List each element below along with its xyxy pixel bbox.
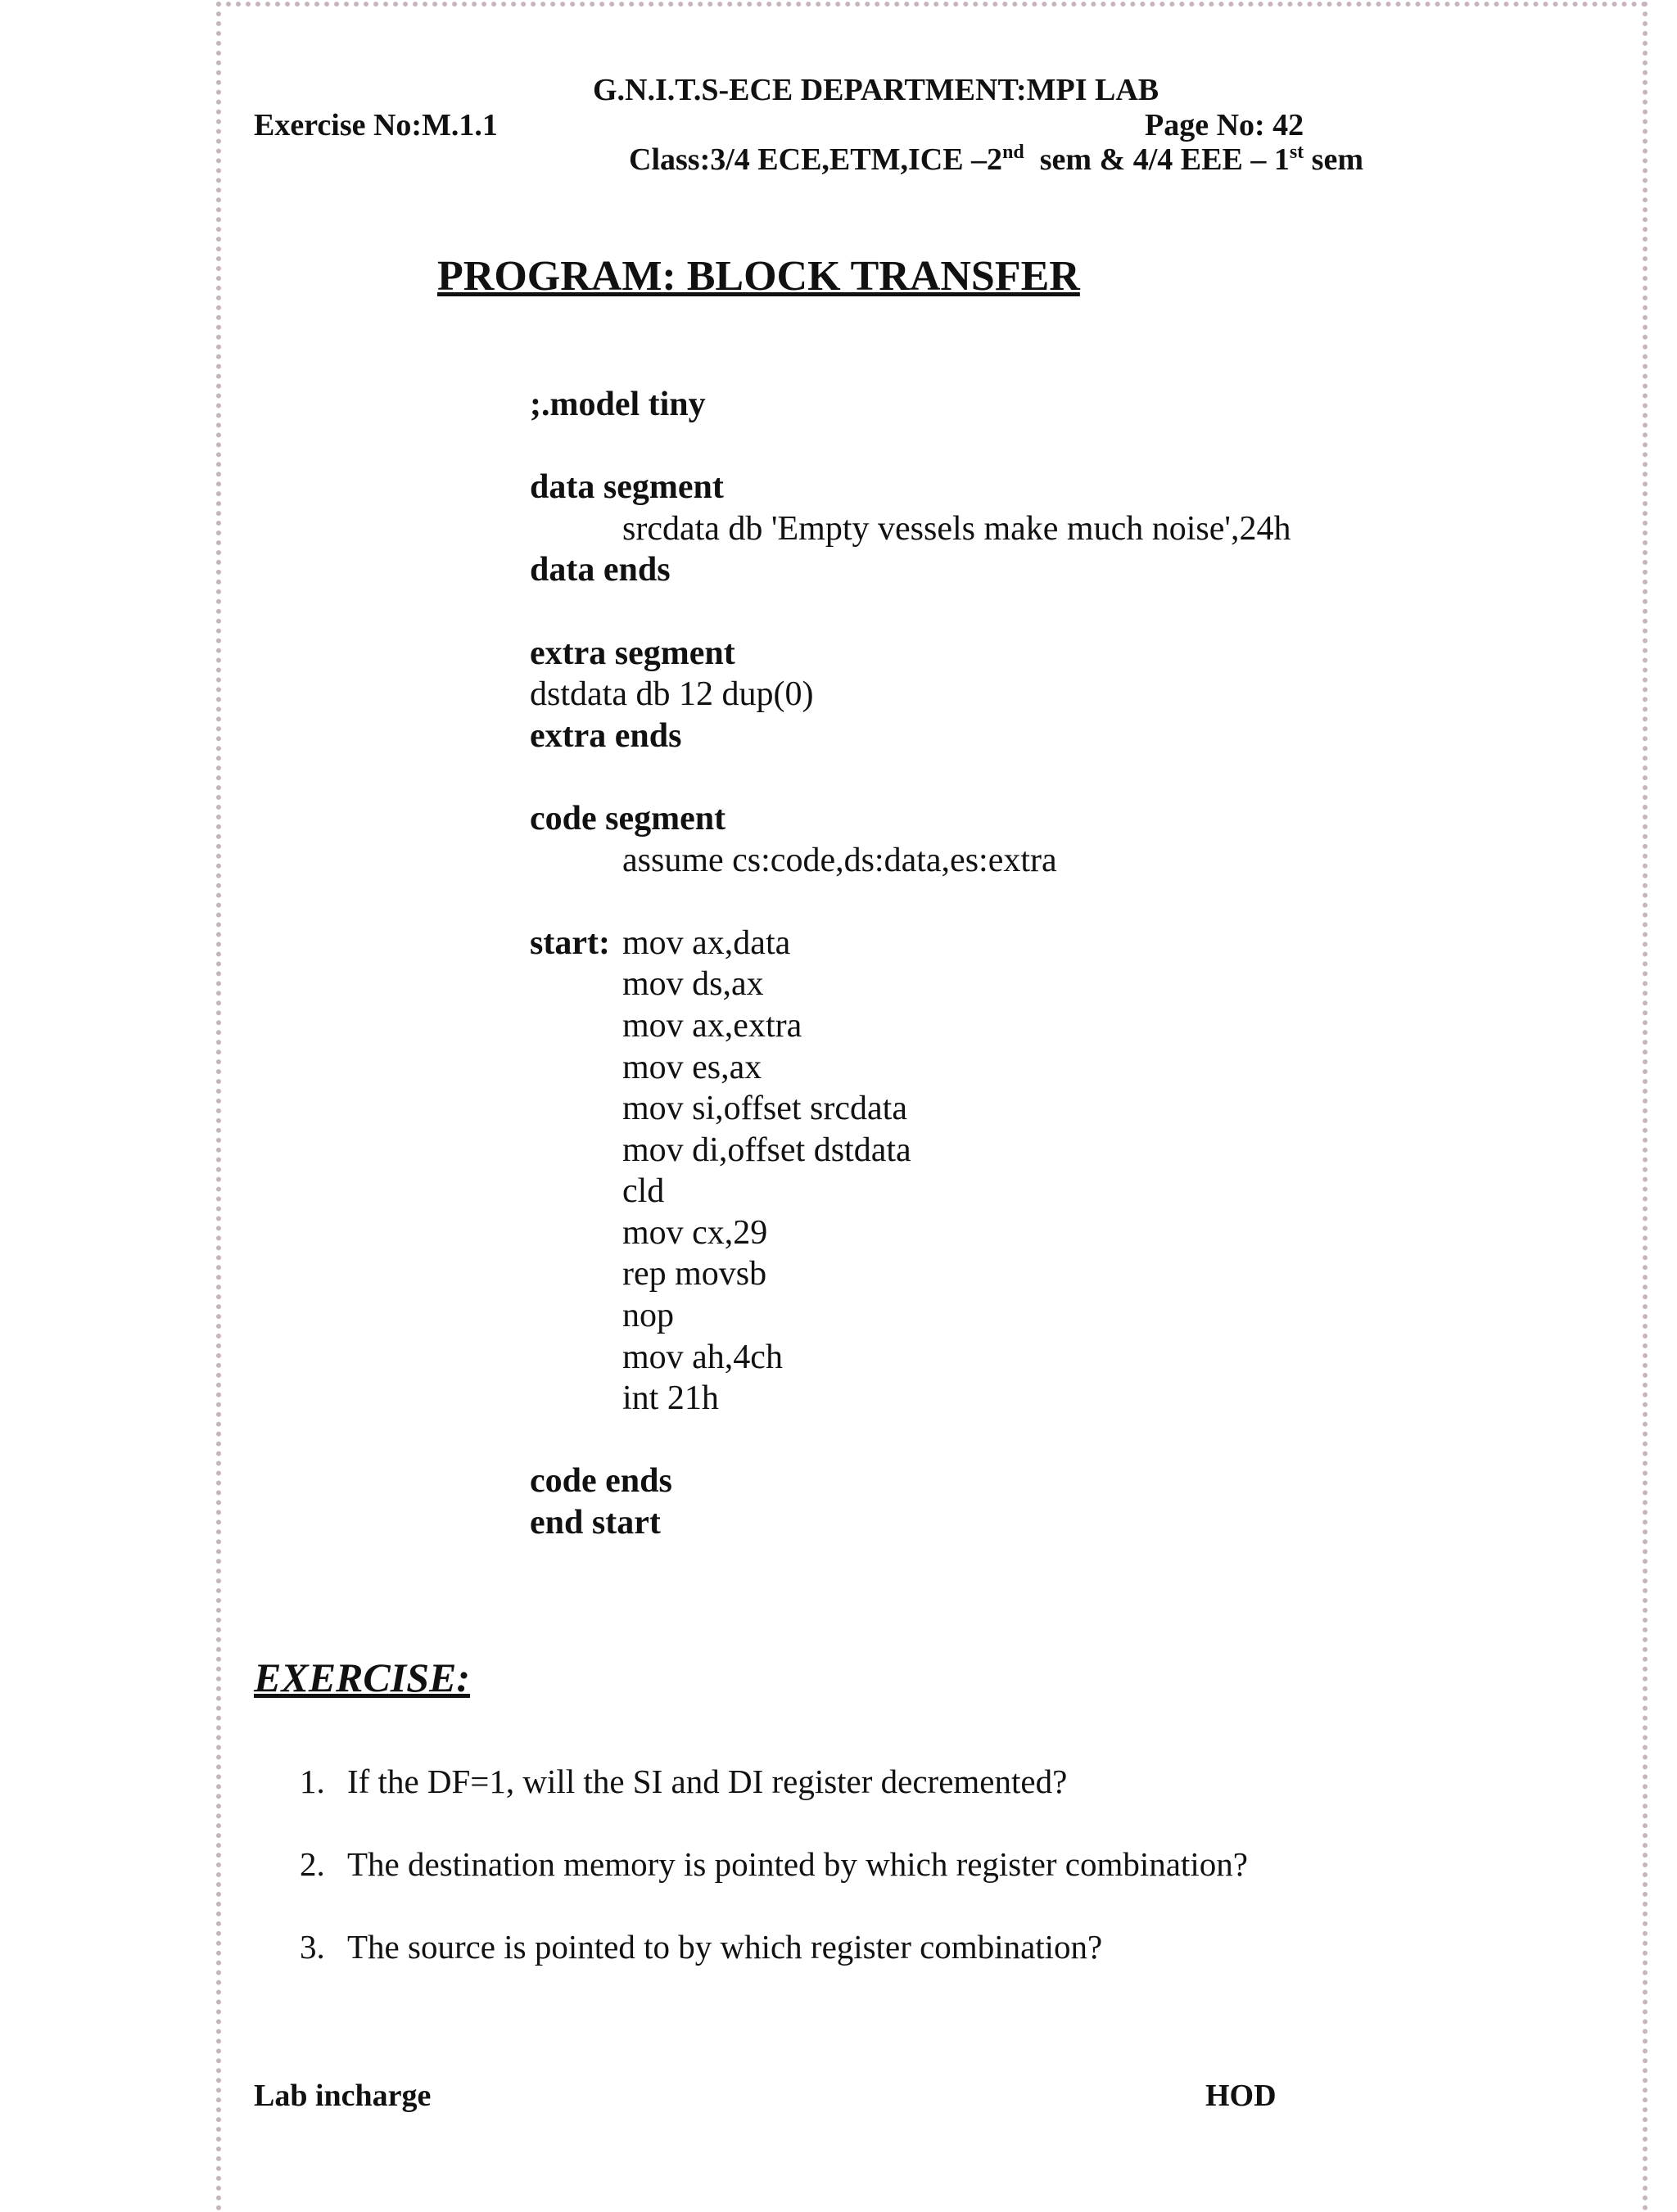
question-number: 3. bbox=[300, 1928, 325, 1966]
code-data-segment: data segment bbox=[530, 468, 724, 507]
code-instruction: mov es,ax bbox=[622, 1048, 762, 1086]
code-extra-segment: extra segment bbox=[530, 634, 735, 672]
code-instruction: mov cx,29 bbox=[622, 1213, 768, 1252]
code-blank-line bbox=[530, 756, 1291, 798]
code-start-label: start: bbox=[530, 923, 610, 962]
code-start-line bbox=[530, 923, 1291, 964]
lab-incharge-signature-label: Lab incharge bbox=[254, 2079, 432, 2113]
class-info bbox=[629, 142, 1363, 178]
code-code-ends: code ends bbox=[530, 1462, 672, 1501]
code-instruction: int 21h bbox=[622, 1379, 719, 1418]
code-instruction: nop bbox=[622, 1297, 674, 1335]
code-end-start: end start bbox=[530, 1504, 661, 1542]
question-number: 2. bbox=[300, 1845, 325, 1883]
code-instruction: mov si,offset srcdata bbox=[622, 1090, 907, 1128]
class-info-sup2: st bbox=[1289, 142, 1304, 163]
exercise-question-3 bbox=[300, 1927, 1102, 1966]
code-instruction: cld bbox=[622, 1172, 665, 1211]
code-instruction: rep movsb bbox=[622, 1255, 767, 1293]
code-data-ends: data ends bbox=[530, 551, 671, 589]
code-blank-line bbox=[530, 591, 1291, 633]
exercise-heading: EXERCISE: bbox=[254, 1654, 471, 1700]
question-text: If the DF=1, will the SI and DI register decremented? bbox=[347, 1763, 1068, 1800]
code-instruction bbox=[530, 1420, 1291, 1461]
code-assume-line: assume cs:code,ds:data,es:extra bbox=[622, 841, 1057, 879]
code-instruction: mov ah,4ch bbox=[622, 1338, 783, 1376]
class-info-part1: Class:3/4 ECE,ETM,ICE –2 bbox=[629, 142, 1003, 177]
code-dstdata-line: dstdata db 12 dup(0) bbox=[530, 675, 814, 714]
code-start-instruction: mov ax,data bbox=[622, 923, 791, 962]
hod-signature-label: HOD bbox=[1205, 2079, 1277, 2113]
question-text: The destination memory is pointed by which register combination? bbox=[347, 1845, 1248, 1883]
code-extra-ends: extra ends bbox=[530, 716, 682, 755]
exercise-question-1 bbox=[300, 1762, 1067, 1801]
code-instruction: mov di,offset dstdata bbox=[622, 1131, 911, 1169]
page-number: Page No: 42 bbox=[1145, 108, 1304, 142]
question-number: 1. bbox=[300, 1763, 325, 1800]
code-model-directive: ;.model tiny bbox=[530, 386, 706, 423]
code-listing bbox=[530, 384, 1291, 1544]
department-title: G.N.I.T.S-ECE DEPARTMENT:MPI LAB bbox=[593, 73, 1159, 107]
code-instruction: mov ds,ax bbox=[622, 965, 764, 1004]
code-blank-line bbox=[530, 881, 1291, 923]
class-info-part2: sem & 4/4 EEE – 1 bbox=[1039, 142, 1290, 177]
code-code-segment: code segment bbox=[530, 799, 726, 837]
code-blank-line bbox=[530, 426, 1291, 467]
class-info-sup1: nd bbox=[1002, 142, 1024, 163]
question-text: The source is pointed to by which register combination? bbox=[347, 1928, 1103, 1966]
exercise-number: Exercise No:M.1.1 bbox=[254, 108, 498, 142]
class-info-part3: sem bbox=[1311, 142, 1363, 177]
code-instruction: mov ax,extra bbox=[622, 1006, 802, 1045]
exercise-question-2 bbox=[300, 1844, 1248, 1884]
program-title: PROGRAM: BLOCK TRANSFER bbox=[437, 253, 1080, 300]
code-srcdata-line: srcdata db 'Empty vessels make much noise',24h bbox=[622, 509, 1291, 548]
